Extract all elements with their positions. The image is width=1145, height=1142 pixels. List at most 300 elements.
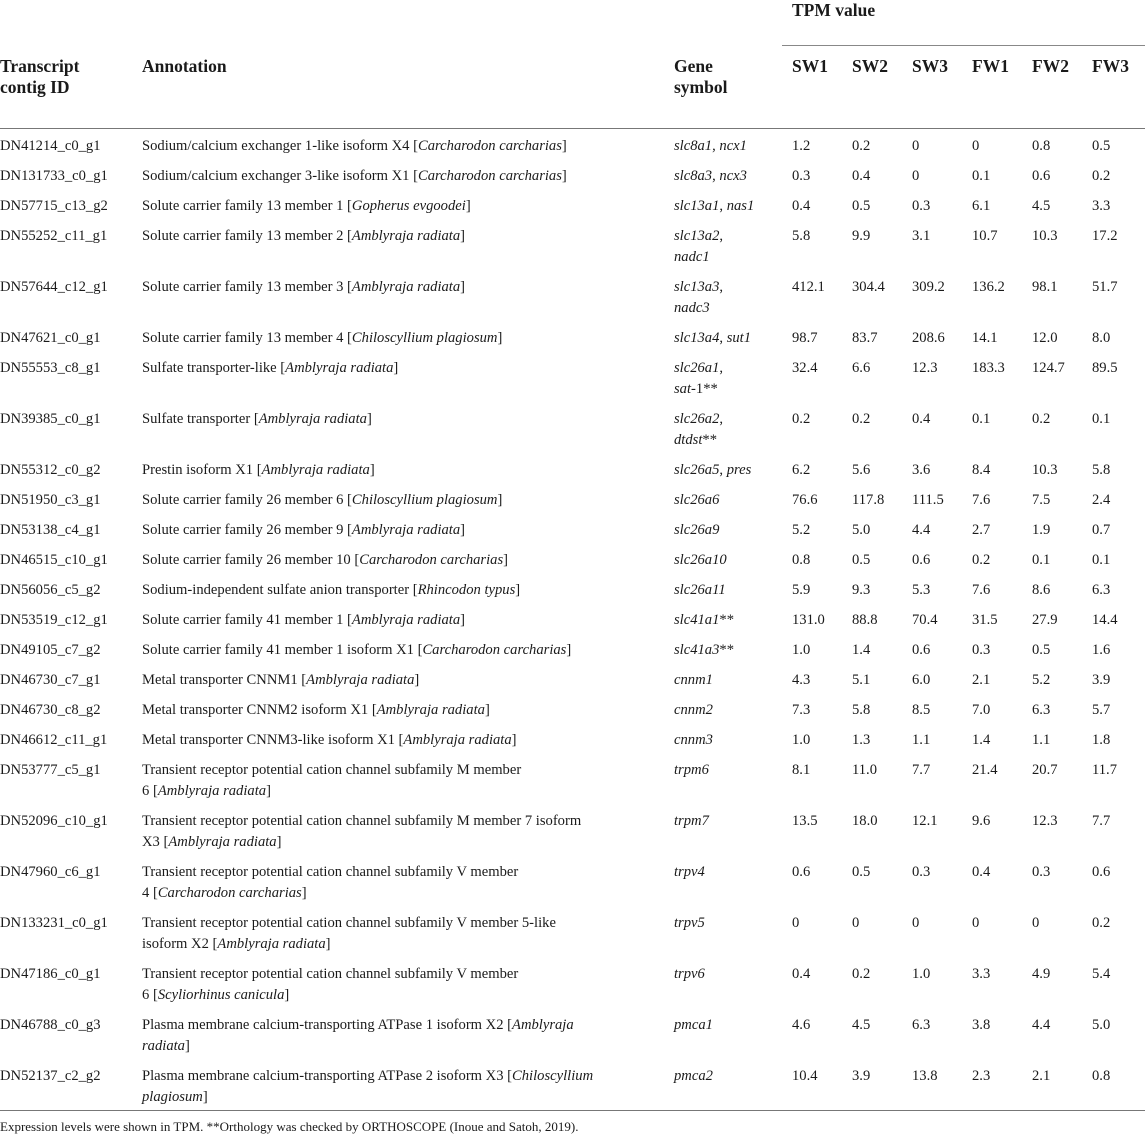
tpm-value-fw3: 89.5 xyxy=(1092,360,1118,376)
tpm-value-fw2: 0.1 xyxy=(1032,552,1051,568)
table-row xyxy=(0,693,1145,723)
tpm-value-fw3: 1.8 xyxy=(1092,732,1111,748)
transcript-id-cell: DN52137_c2_g2 xyxy=(0,1068,101,1084)
text-run: ] xyxy=(561,138,567,154)
gene-symbol-cell xyxy=(672,270,782,321)
italic-text: Carcharodon carcharias xyxy=(418,168,562,184)
table-row xyxy=(0,855,1145,906)
italic-text: Amblyraja radiata xyxy=(285,360,394,376)
annotation-cell xyxy=(140,804,672,855)
tpm-value-fw2: 5.2 xyxy=(1032,672,1051,688)
gene-symbol-cell xyxy=(672,129,782,160)
tpm-value-sw3: 3.6 xyxy=(912,462,931,478)
gene-symbol-cell xyxy=(672,1059,782,1111)
text-run: ** xyxy=(702,432,717,448)
gene-symbol-cell xyxy=(672,483,782,513)
text-run: , xyxy=(712,168,720,184)
text-run: , xyxy=(719,411,724,427)
tpm-value-sw3: 0 xyxy=(912,915,920,931)
gene-symbol-cell xyxy=(672,855,782,906)
tpm-value-fw1: 10.7 xyxy=(972,228,998,244)
italic-text: pres xyxy=(726,462,752,478)
table-row xyxy=(0,804,1145,855)
italic-text: ncx1 xyxy=(719,138,747,154)
annotation-cell xyxy=(140,321,672,351)
gene-symbol-cell xyxy=(672,906,782,957)
tpm-value-sw3: 1.0 xyxy=(912,966,931,982)
text-run: , xyxy=(712,138,720,154)
gene-symbol-cell xyxy=(672,189,782,219)
tpm-value-sw1: 8.1 xyxy=(792,762,811,778)
transcript-id-cell: DN55252_c11_g1 xyxy=(0,228,108,244)
italic-text: Gopherus evgoodei xyxy=(351,198,466,214)
annotation-cell xyxy=(140,753,672,804)
text-run: Solute carrier family 13 member 4 [ xyxy=(142,330,352,346)
tpm-value-sw1: 412.1 xyxy=(792,279,825,295)
text-run: Plasma membrane calcium-transporting ATPase 2 isoform X3 [ xyxy=(142,1068,513,1084)
annotation-cell xyxy=(140,1059,672,1111)
italic-text: plagiosum xyxy=(142,1089,203,1105)
annotation-cell xyxy=(140,603,672,633)
tpm-value-sw3: 1.1 xyxy=(912,732,931,748)
tpm-value-sw1: 0.3 xyxy=(792,168,811,184)
tpm-value-sw1: 4.3 xyxy=(792,672,811,688)
tpm-value-fw2: 0.5 xyxy=(1032,642,1051,658)
table-row xyxy=(0,351,1145,402)
tpm-value-fw1: 8.4 xyxy=(972,462,991,478)
tpm-value-sw1: 0.2 xyxy=(792,411,811,427)
annotation-cell xyxy=(140,483,672,513)
header-row xyxy=(0,46,1145,129)
tpm-value-sw1: 0 xyxy=(792,915,800,931)
text-run: Sulfate transporter [ xyxy=(142,411,259,427)
text-run: Metal transporter CNNM1 [ xyxy=(142,672,307,688)
tpm-value-fw3: 11.7 xyxy=(1092,762,1117,778)
table-body xyxy=(0,129,1145,1111)
tpm-value-sw3: 111.5 xyxy=(912,492,944,508)
text-run: Metal transporter CNNM2 isoform X1 [ xyxy=(142,702,377,718)
text-run: 4 [ xyxy=(142,885,158,901)
tpm-value-fw3: 51.7 xyxy=(1092,279,1118,295)
tpm-value-fw1: 2.1 xyxy=(972,672,991,688)
transcript-id-cell: DN46612_c11_g1 xyxy=(0,732,108,748)
italic-text: trpv6 xyxy=(674,966,705,982)
table-row xyxy=(0,129,1145,160)
text-run: Solute carrier family 41 member 1 [ xyxy=(142,612,352,628)
text-run: Solute carrier family 26 member 10 [ xyxy=(142,552,360,568)
transcript-id-cell: DN41214_c0_g1 xyxy=(0,138,101,154)
tpm-value-fw3: 6.3 xyxy=(1092,582,1111,598)
italic-text: sut1 xyxy=(726,330,752,346)
text-run: Prestin isoform X1 [ xyxy=(142,462,262,478)
italic-text: slc26a11 xyxy=(674,582,726,598)
annotation-cell xyxy=(140,219,672,270)
tpm-value-sw2: 0.5 xyxy=(852,864,871,880)
italic-text: cnnm2 xyxy=(674,702,713,718)
tpm-value-fw1: 9.6 xyxy=(972,813,991,829)
tpm-value-sw2: 88.8 xyxy=(852,612,878,628)
transcript-id-cell: DN52096_c10_g1 xyxy=(0,813,108,829)
transcript-id-cell: DN56056_c5_g2 xyxy=(0,582,101,598)
text-run: ] xyxy=(460,228,466,244)
text-run: ** xyxy=(719,642,734,658)
gene-symbol-cell xyxy=(672,543,782,573)
annotation-cell xyxy=(140,957,672,1008)
annotation-cell xyxy=(140,189,672,219)
tpm-value-fw2: 0.6 xyxy=(1032,168,1051,184)
italic-text: trpm7 xyxy=(674,813,709,829)
gene-symbol-cell xyxy=(672,753,782,804)
italic-text: pmca2 xyxy=(674,1068,713,1084)
text-run: ] xyxy=(202,1089,208,1105)
italic-text: Carcharodon carcharias xyxy=(359,552,504,568)
tpm-value-sw2: 0 xyxy=(852,915,860,931)
annotation-header: Annotation xyxy=(142,55,227,76)
annotation-cell xyxy=(140,543,672,573)
italic-text: Rhincodon typus xyxy=(417,582,516,598)
tpm-value-fw3: 2.4 xyxy=(1092,492,1111,508)
gene-symbol-cell xyxy=(672,603,782,633)
tpm-value-fw1: 1.4 xyxy=(972,732,991,748)
text-run: ] xyxy=(184,1038,190,1054)
tpm-value-sw2: 0.2 xyxy=(852,966,871,982)
italic-text: slc26a2 xyxy=(674,411,720,427)
italic-text: slc13a2 xyxy=(674,228,720,244)
transcript-id-cell: DN49105_c7_g2 xyxy=(0,642,101,658)
table-row xyxy=(0,1008,1145,1059)
text-run: Sodium/calcium exchanger 3-like isoform X1 [ xyxy=(142,168,418,184)
annotation-cell xyxy=(140,906,672,957)
italic-text: slc13a1 xyxy=(674,198,720,214)
tpm-value-fw1: 2.7 xyxy=(972,522,991,538)
tpm-value-sw1: 0.4 xyxy=(792,966,811,982)
text-run: ] xyxy=(497,492,503,508)
text-run: ] xyxy=(503,552,508,568)
tpm-value-fw2: 10.3 xyxy=(1032,462,1058,478)
gene-symbol-cell xyxy=(672,321,782,351)
tpm-value-sw1: 5.2 xyxy=(792,522,811,538)
transcript-id-cell: DN55553_c8_g1 xyxy=(0,360,101,376)
italic-text: Amblyraja radiata xyxy=(258,411,367,427)
text-run: , xyxy=(719,279,724,295)
text-run: Plasma membrane calcium-transporting ATPase 1 isoform X2 [ xyxy=(142,1017,513,1033)
tpm-value-sw3: 0 xyxy=(912,138,920,154)
tpm-value-fw1: 14.1 xyxy=(972,330,998,346)
tpm-value-sw2: 0.2 xyxy=(852,138,871,154)
text-run: ] xyxy=(484,702,490,718)
italic-text: nadc1 xyxy=(674,249,710,265)
tpm-value-fw3: 0.7 xyxy=(1092,522,1111,538)
transcript-id-cell: DN46788_c0_g3 xyxy=(0,1017,101,1033)
text-run: ] xyxy=(515,582,521,598)
text-run: Transient receptor potential cation channel subfamily M member xyxy=(142,762,522,778)
tpm-value-sw2: 4.5 xyxy=(852,1017,871,1033)
text-run: Transient receptor potential cation channel subfamily V member 5-like xyxy=(142,915,556,931)
tpm-value-fw3: 3.9 xyxy=(1092,672,1111,688)
tpm-value-fw3: 0.1 xyxy=(1092,552,1111,568)
tpm-value-sw2: 18.0 xyxy=(852,813,878,829)
tpm-value-fw2: 0.3 xyxy=(1032,864,1051,880)
italic-text: Amblyraja radiata xyxy=(351,279,461,295)
tpm-value-fw1: 0.1 xyxy=(972,168,991,184)
tpm-value-sw3: 8.5 xyxy=(912,702,931,718)
tpm-value-fw3: 1.6 xyxy=(1092,642,1111,658)
table-row xyxy=(0,483,1145,513)
text-run: ] xyxy=(276,834,282,850)
transcript-id-cell: DN46730_c7_g1 xyxy=(0,672,101,688)
tpm-value-sw3: 3.1 xyxy=(912,228,931,244)
text-run: isoform X2 [ xyxy=(142,936,218,952)
tpm-value-fw3: 5.4 xyxy=(1092,966,1111,982)
tpm-value-sw2: 304.4 xyxy=(852,279,885,295)
italic-text: ncx3 xyxy=(719,168,747,184)
table-row xyxy=(0,573,1145,603)
tpm-value-fw2: 124.7 xyxy=(1032,360,1065,376)
gene-symbol-cell xyxy=(672,159,782,189)
annotation-cell xyxy=(140,402,672,453)
tpm-value-sw3: 0 xyxy=(912,168,920,184)
gene-symbol-cell xyxy=(672,402,782,453)
tpm-value-sw3: 5.3 xyxy=(912,582,931,598)
annotation-cell xyxy=(140,663,672,693)
tpm-value-sw2: 5.6 xyxy=(852,462,871,478)
annotation-cell xyxy=(140,693,672,723)
transcript-id-cell: DN133231_c0_g1 xyxy=(0,915,108,931)
text-run: ] xyxy=(266,783,271,799)
tpm-value-fw3: 7.7 xyxy=(1092,813,1111,829)
tpm-group-header: TPM value xyxy=(782,0,1145,46)
table-row xyxy=(0,753,1145,804)
tpm-value-sw2: 1.4 xyxy=(852,642,871,658)
italic-text: Amblyraja radiata xyxy=(376,702,485,718)
gene-symbol-cell xyxy=(672,663,782,693)
text-run: ] xyxy=(497,330,503,346)
text-run: ] xyxy=(465,198,471,214)
tpm-value-sw3: 6.0 xyxy=(912,672,931,688)
sample-header: FW3 xyxy=(1092,56,1129,76)
text-run: 6 [ xyxy=(142,987,158,1003)
italic-text: Chiloscyllium plagiosum xyxy=(351,330,498,346)
tpm-value-sw2: 0.5 xyxy=(852,552,871,568)
tpm-value-fw1: 3.8 xyxy=(972,1017,991,1033)
tpm-value-fw1: 6.1 xyxy=(972,198,991,214)
text-run: Solute carrier family 26 member 6 [ xyxy=(142,492,352,508)
text-run: Solute carrier family 13 member 1 [ xyxy=(142,198,352,214)
italic-text: cnnm1 xyxy=(674,672,713,688)
text-run: ] xyxy=(369,462,375,478)
table-row xyxy=(0,603,1145,633)
text-run: Metal transporter CNNM3-like isoform X1 [ xyxy=(142,732,404,748)
tpm-value-fw1: 0.2 xyxy=(972,552,991,568)
text-run: , xyxy=(719,360,724,376)
italic-text: Carcharodon carcharias xyxy=(157,885,302,901)
italic-text: trpv4 xyxy=(674,864,705,880)
tpm-value-fw2: 0 xyxy=(1032,915,1040,931)
tpm-value-fw1: 7.6 xyxy=(972,582,991,598)
italic-text: slc13a3 xyxy=(674,279,720,295)
tpm-value-fw3: 3.3 xyxy=(1092,198,1111,214)
tpm-value-fw2: 10.3 xyxy=(1032,228,1058,244)
annotation-cell xyxy=(140,723,672,753)
transcript-id-header: Transcript contig ID xyxy=(0,55,80,97)
table-row xyxy=(0,453,1145,483)
italic-text: Carcharodon carcharias xyxy=(418,138,562,154)
transcript-id-cell: DN57644_c12_g1 xyxy=(0,279,108,295)
tpm-value-fw1: 7.0 xyxy=(972,702,991,718)
italic-text: slc8a3 xyxy=(674,168,713,184)
tpm-value-fw1: 2.3 xyxy=(972,1068,991,1084)
italic-text: slc26a1 xyxy=(674,360,720,376)
tpm-value-sw1: 7.3 xyxy=(792,702,811,718)
tpm-value-sw1: 0.6 xyxy=(792,864,811,880)
italic-text: Amblyraja radiata xyxy=(157,783,267,799)
transcript-id-cell: DN47960_c6_g1 xyxy=(0,864,101,880)
annotation-cell xyxy=(140,513,672,543)
text-run: Solute carrier family 13 member 2 [ xyxy=(142,228,352,244)
text-run: Transient receptor potential cation channel subfamily M member 7 isoform xyxy=(142,813,582,829)
italic-text: Amblyraja radiata xyxy=(168,834,277,850)
tpm-value-sw2: 0.2 xyxy=(852,411,871,427)
table-footnote: Expression levels were shown in TPM. **Orthology was checked by ORTHOSCOPE (Inoue and Satoh, 2019). xyxy=(0,1119,579,1134)
table-row xyxy=(0,402,1145,453)
tpm-value-sw1: 5.8 xyxy=(792,228,811,244)
tpm-value-sw3: 13.8 xyxy=(912,1068,938,1084)
annotation-cell xyxy=(140,1008,672,1059)
tpm-value-sw1: 1.2 xyxy=(792,138,811,154)
tpm-value-fw3: 0.2 xyxy=(1092,915,1111,931)
text-run: ] xyxy=(460,279,466,295)
text-run: ] xyxy=(561,168,567,184)
italic-text: Amblyraja radiata xyxy=(351,522,461,538)
italic-text: Amblyraja radiata xyxy=(306,672,415,688)
gene-symbol-cell xyxy=(672,957,782,1008)
table-row xyxy=(0,663,1145,693)
tpm-value-fw2: 8.6 xyxy=(1032,582,1051,598)
annotation-cell xyxy=(140,129,672,160)
text-run: ] xyxy=(414,672,420,688)
text-run: Solute carrier family 41 member 1 isoform X1 [ xyxy=(142,642,423,658)
transcript-id-cell: DN51950_c3_g1 xyxy=(0,492,101,508)
italic-text: slc26a10 xyxy=(674,552,727,568)
tpm-value-sw1: 0.4 xyxy=(792,198,811,214)
text-run: X3 [ xyxy=(142,834,169,850)
table-row xyxy=(0,513,1145,543)
text-run: Solute carrier family 26 member 9 [ xyxy=(142,522,352,538)
tpm-value-fw2: 0.8 xyxy=(1032,138,1051,154)
tpm-value-sw2: 0.5 xyxy=(852,198,871,214)
tpm-value-sw3: 208.6 xyxy=(912,330,945,346)
italic-text: Amblyraja radiata xyxy=(217,936,326,952)
tpm-value-sw2: 6.6 xyxy=(852,360,871,376)
tpm-value-sw3: 4.4 xyxy=(912,522,931,538)
tpm-value-fw1: 3.3 xyxy=(972,966,991,982)
annotation-cell xyxy=(140,159,672,189)
tpm-value-sw3: 0.6 xyxy=(912,552,931,568)
tpm-value-sw1: 5.9 xyxy=(792,582,811,598)
annotation-cell xyxy=(140,351,672,402)
tpm-value-sw3: 7.7 xyxy=(912,762,931,778)
annotation-cell xyxy=(140,270,672,321)
tpm-value-fw2: 4.9 xyxy=(1032,966,1051,982)
tpm-value-sw3: 6.3 xyxy=(912,1017,931,1033)
text-run: Sodium-independent sulfate anion transporter [ xyxy=(142,582,418,598)
italic-text: slc13a4 xyxy=(674,330,720,346)
tpm-value-fw3: 0.2 xyxy=(1092,168,1111,184)
tpm-value-sw3: 309.2 xyxy=(912,279,945,295)
tpm-value-fw2: 6.3 xyxy=(1032,702,1051,718)
transcript-id-cell: DN53777_c5_g1 xyxy=(0,762,101,778)
italic-text: Amblyraja radiata xyxy=(403,732,512,748)
tpm-value-fw3: 5.8 xyxy=(1092,462,1111,478)
annotation-cell xyxy=(140,633,672,663)
italic-text: cnnm3 xyxy=(674,732,713,748)
annotation-cell xyxy=(140,573,672,603)
italic-text: Chiloscyllium xyxy=(512,1068,594,1084)
transcript-id-cell: DN57715_c13_g2 xyxy=(0,198,108,214)
tpm-value-fw1: 0 xyxy=(972,138,980,154)
transcript-id-cell: DN55312_c0_g2 xyxy=(0,462,101,478)
table-row xyxy=(0,1059,1145,1111)
tpm-value-sw3: 12.1 xyxy=(912,813,938,829)
table-row xyxy=(0,723,1145,753)
text-run: Transient receptor potential cation channel subfamily V member xyxy=(142,966,519,982)
tpm-value-sw1: 131.0 xyxy=(792,612,825,628)
tpm-value-sw1: 98.7 xyxy=(792,330,818,346)
tpm-value-sw3: 0.4 xyxy=(912,411,931,427)
tpm-value-sw2: 117.8 xyxy=(852,492,885,508)
text-run: ] xyxy=(393,360,399,376)
tpm-value-fw1: 0.1 xyxy=(972,411,991,427)
tpm-value-sw2: 11.0 xyxy=(852,762,877,778)
transcript-id-cell: DN46515_c10_g1 xyxy=(0,552,108,568)
tpm-value-fw1: 7.6 xyxy=(972,492,991,508)
text-run: ** xyxy=(719,612,734,628)
table-row xyxy=(0,321,1145,351)
italic-text: slc41a3 xyxy=(674,642,720,658)
gene-symbol-cell xyxy=(672,573,782,603)
tpm-value-fw2: 20.7 xyxy=(1032,762,1058,778)
tpm-value-sw1: 1.0 xyxy=(792,732,811,748)
italic-text: dtdst xyxy=(674,432,703,448)
gene-symbol-cell xyxy=(672,1008,782,1059)
text-run: ] xyxy=(366,411,372,427)
text-run: , xyxy=(719,330,727,346)
tpm-value-sw2: 9.9 xyxy=(852,228,871,244)
tpm-value-fw2: 1.1 xyxy=(1032,732,1051,748)
transcript-id-cell: DN131733_c0_g1 xyxy=(0,168,108,184)
tpm-value-fw2: 12.0 xyxy=(1032,330,1058,346)
sample-header: SW2 xyxy=(852,56,888,76)
tpm-value-fw2: 4.5 xyxy=(1032,198,1051,214)
tpm-value-sw3: 12.3 xyxy=(912,360,938,376)
italic-text: slc41a1 xyxy=(674,612,720,628)
tpm-value-fw3: 17.2 xyxy=(1092,228,1118,244)
tpm-value-fw1: 136.2 xyxy=(972,279,1005,295)
tpm-value-fw2: 0.2 xyxy=(1032,411,1051,427)
tpm-value-fw3: 0.5 xyxy=(1092,138,1111,154)
italic-text: pmca1 xyxy=(674,1017,713,1033)
text-run: ] xyxy=(566,642,572,658)
tpm-value-sw1: 76.6 xyxy=(792,492,818,508)
text-run: ] xyxy=(301,885,307,901)
tpm-value-sw2: 9.3 xyxy=(852,582,871,598)
text-run: ] xyxy=(460,522,466,538)
text-run: , xyxy=(719,228,724,244)
tpm-value-fw1: 183.3 xyxy=(972,360,1005,376)
tpm-value-fw3: 14.4 xyxy=(1092,612,1118,628)
gene-symbol-header: Gene symbol xyxy=(674,55,728,97)
table-row xyxy=(0,543,1145,573)
